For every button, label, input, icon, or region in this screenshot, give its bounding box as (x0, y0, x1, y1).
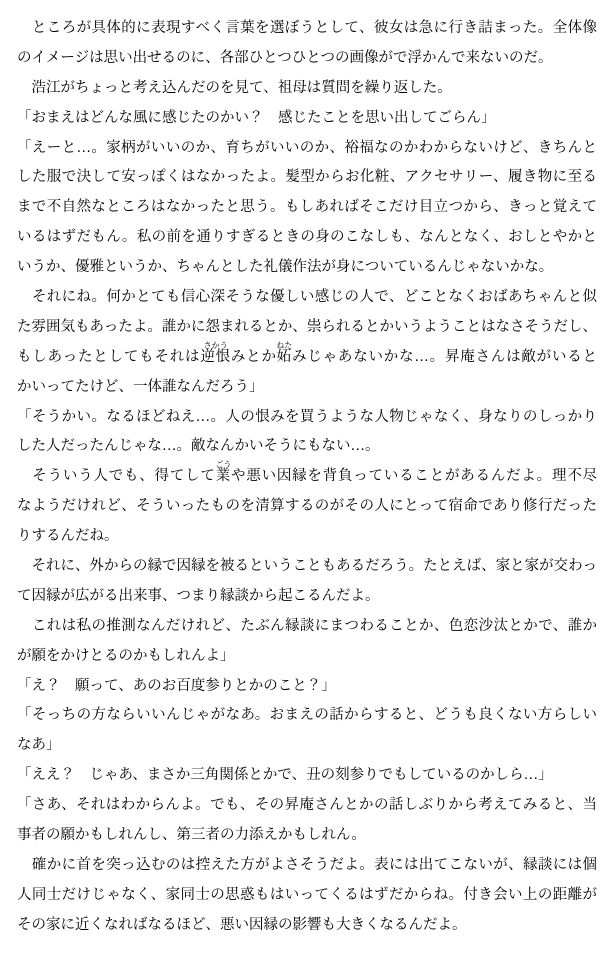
text-segment: した服で決して安っぽくはなかったよ。髪型からお化粧、アクセサリー、履き物に至る (17, 169, 597, 186)
text-line (17, 253, 597, 283)
text-segment: りするんだね。 (17, 528, 119, 545)
text-line (17, 373, 597, 403)
text-segment: なようだけれど、そういったものを清算するのがその人にとって宿命であり修行だった (17, 498, 597, 515)
text-segment: これは私の推測なんだけれど、たぶん縁談にまつわることか、色恋沙汰とかで、誰か (17, 617, 597, 634)
text-segment: 「え？ 願って、あのお百度参りとかのこと？」 (17, 677, 336, 694)
text-segment: て因縁が広がる出来事、つまり縁談から起こるんだよ。 (17, 587, 380, 604)
furigana-annotation: ごう (215, 460, 232, 470)
text-segment: そういう人でも、得てして (17, 468, 216, 485)
text-line (17, 672, 597, 702)
text-line (17, 761, 597, 791)
text-segment: 事者の願かもしれんし、第三者の力添えかもしれん。 (17, 827, 366, 844)
text-segment: が願をかけとるのかもしれんよ」 (17, 647, 235, 664)
text-segment: 「おまえはどんな風に感じたのかい？ 感じたことを思い出してごらん」 (17, 109, 496, 126)
text-segment: みじゃあないかな…。昇庵さんは敵がいると (292, 348, 598, 365)
text-segment: 浩江がちょっと考え込んだのを見て、祖母は質問を繰り返した。 (17, 79, 452, 96)
text-line (17, 340, 598, 373)
text-line (17, 582, 597, 612)
ruby-annotated-text (276, 340, 293, 365)
text-line (17, 223, 597, 253)
text-segment: その家に近くなればなるほど、悪い因縁の影響も大きくなるんだよ。 (17, 916, 467, 933)
text-line (17, 881, 597, 911)
text-segment: 確かに首を突っ込むのは控えた方がよさそうだよ。表には出てこないが、縁談には個 (17, 856, 597, 873)
text-line (17, 552, 597, 582)
text-segment: た雰囲気もあったよ。誰かに怨まれるとか、祟られるとかいうようことはなさそうだし、 (17, 318, 597, 335)
text-segment: みとか (230, 348, 277, 365)
text-line (17, 163, 597, 193)
ruby-annotated-text (215, 460, 232, 485)
text-segment: かいってたけど、一体誰なんだろう」 (17, 378, 264, 395)
text-line (17, 462, 597, 492)
text-segment: した人だったんじゃな…。敵なんかいそうにもない…。 (17, 438, 380, 455)
text-line (17, 642, 597, 672)
text-line (17, 432, 597, 462)
ruby-base-text: 業 (215, 468, 231, 485)
text-line (17, 911, 597, 941)
text-line (17, 701, 597, 731)
text-line (17, 74, 597, 104)
text-segment: もしあったとしてもそれは (17, 348, 201, 365)
text-segment: それにね。何かとても信心深そうな優しい感じの人で、どことなくおばあちゃんと似 (17, 289, 597, 306)
text-segment: 「そっちの方ならいいんじゃがなあ。おまえの話からすると、どうも良くない方らしい (17, 707, 597, 724)
text-segment: 「えーと…。家柄がいいのか、育ちがいいのか、裕福なのかわからないけど、きちんと (17, 139, 597, 156)
furigana-annotation: さかう (203, 340, 228, 350)
text-segment: のイメージは思い出せるのに、各部ひとつひとつの画像がで浮かんで来ないのだ。 (17, 49, 553, 66)
text-line (17, 313, 597, 343)
text-segment: まで不自然なところはなかったと思う。もしあればそこだけ目立つから、きっと覚えて (17, 199, 597, 216)
text-line (17, 104, 597, 134)
text-line (17, 283, 597, 313)
text-segment: ところが具体的に表現すべく言葉を選ぼうとして、彼女は急に行き詰まった。全体像 (17, 20, 597, 36)
ruby-base-text: 妬 (276, 348, 293, 365)
text-line (17, 14, 597, 44)
text-segment: や悪い因縁を背負っていることがあるんだよ。理不尽 (231, 468, 598, 485)
ruby-annotated-text (200, 340, 231, 365)
text-line (17, 134, 597, 164)
text-segment: 「そうかい。なるほどねえ…。人の恨みを買うような人物じゃなく、身なりのしっかり (17, 408, 597, 425)
text-line (17, 851, 597, 881)
text-line (17, 791, 597, 821)
text-line (17, 821, 597, 851)
furigana-annotation: ねた (276, 340, 293, 350)
text-line (17, 44, 597, 74)
text-line (17, 522, 597, 552)
text-line (17, 403, 597, 433)
text-segment: それに、外からの縁で因縁を被るということもあるだろう。たとえば、家と家が交わっ (17, 558, 597, 575)
text-line (17, 193, 597, 223)
text-segment: 「さあ、それはわからんよ。でも、その昇庵さんとかの話しぶりから考えてみると、当 (17, 797, 597, 814)
text-segment: いうか、優雅というか、ちゃんとした礼儀作法が身についているんじゃないかな。 (17, 259, 554, 276)
text-segment: なあ」 (17, 737, 61, 754)
text-line (17, 731, 597, 761)
text-segment: 「ええ？ じゃあ、まさか三角関係とかで、丑の刻参りでもしているのかしら…」 (17, 767, 553, 784)
text-segment: 人同士だけじゃなく、家同士の思惑もはいってくるはずだからね。付き会い上の距離が (17, 886, 597, 903)
text-line (17, 612, 597, 642)
text-segment: いるはずだもん。私の前を通りすぎるときの身のこなしも、なんとなく、おしとやかと (17, 229, 597, 246)
ruby-base-text: 逆恨 (200, 348, 231, 365)
text-line (17, 492, 597, 522)
